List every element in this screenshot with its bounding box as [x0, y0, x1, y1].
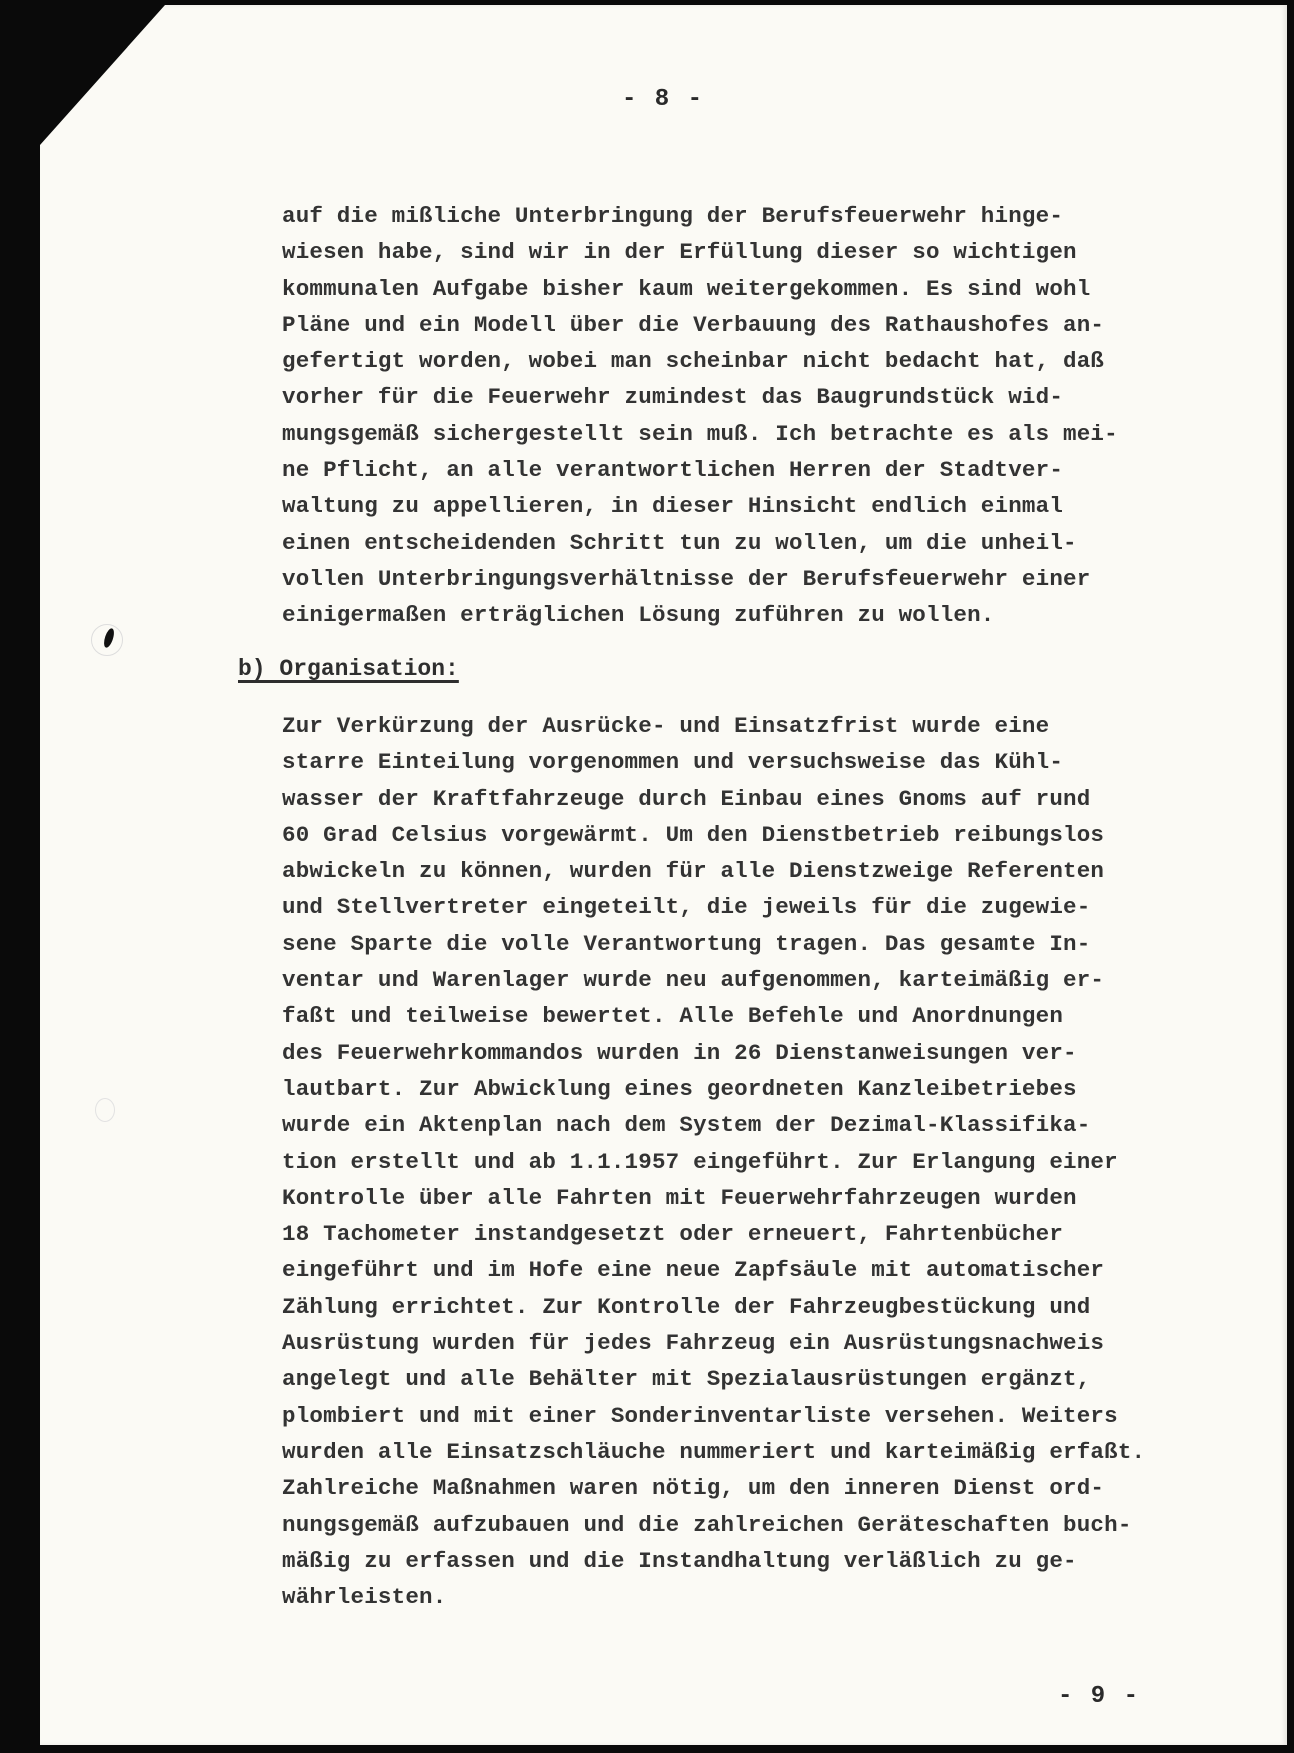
- page-number-top: - 8 -: [622, 86, 705, 113]
- intro-paragraph: [282, 198, 1242, 634]
- text-line: ne Pflicht, an alle verantwortlichen Herren der Stadtver-: [282, 457, 1064, 484]
- text-line: nungsgemäß aufzubauen und die zahlreichen Geräteschaften buch-: [282, 1511, 1132, 1538]
- text-line: vorher für die Feuerwehr zumindest das Baugrundstück wid-: [282, 384, 1064, 411]
- text-line: wasser der Kraftfahrzeuge durch Einbau eines Gnoms auf rund: [282, 785, 1091, 812]
- text-line: Kontrolle über alle Fahrten mit Feuerwehrfahrzeugen wurden: [282, 1184, 1077, 1211]
- text-line: abwickeln zu können, wurden für alle Dienstzweige Referenten: [282, 858, 1105, 885]
- text-line: Zur Verkürzung der Ausrücke- und Einsatzfrist wurde eine: [282, 713, 1050, 739]
- text-line: des Feuerwehrkommandos wurden in 26 Dienstanweisungen ver-: [282, 1039, 1077, 1066]
- page-number-bottom: - 9 -: [1058, 1683, 1141, 1710]
- text-line: Zählung errichtet. Zur Kontrolle der Fahrzeugbestückung und: [282, 1293, 1091, 1320]
- text-line: lautbart. Zur Abwicklung eines geordneten Kanzleibetriebes: [282, 1075, 1077, 1102]
- text-line: gefertigt worden, wobei man scheinbar nicht bedacht hat, daß: [282, 348, 1105, 375]
- text-line: Ausrüstung wurden für jedes Fahrzeug ein Ausrüstungsnachweis: [282, 1330, 1105, 1357]
- text-line: tion erstellt und ab 1.1.1957 eingeführt. Zur Erlangung einer: [282, 1148, 1118, 1175]
- text-line: starre Einteilung vorgenommen und versuchsweise das Kühl-: [282, 749, 1064, 776]
- text-line: mäßig zu erfassen und die Instandhaltung verläßlich zu ge-: [282, 1547, 1077, 1574]
- organisation-paragraph: [282, 708, 1242, 1615]
- text-line: mungsgemäß sichergestellt sein muß. Ich betrachte es als mei-: [282, 420, 1118, 447]
- text-line: waltung zu appellieren, in dieser Hinsicht endlich einmal: [282, 493, 1064, 520]
- text-line: 18 Tachometer instandgesetzt oder erneuert, Fahrtenbücher: [282, 1221, 1064, 1248]
- text-line: vollen Unterbringungsverhältnisse der Berufsfeuerwehr einer: [282, 565, 1091, 592]
- text-line: und Stellvertreter eingeteilt, die jeweils für die zugewie-: [282, 894, 1091, 921]
- text-line: wiesen habe, sind wir in der Erfüllung dieser so wichtigen: [282, 239, 1077, 266]
- punch-hole-ring-lower: [95, 1098, 115, 1122]
- text-line: wurde ein Aktenplan nach dem System der Dezimal-Klassifika-: [282, 1112, 1091, 1139]
- text-line: einen entscheidenden Schritt tun zu wollen, um die unheil-: [282, 529, 1077, 556]
- text-line: angelegt und alle Behälter mit Spezialausrüstungen ergänzt,: [282, 1366, 1091, 1393]
- section-heading: b) Organisation:: [238, 656, 459, 682]
- text-line: kommunalen Aufgabe bisher kaum weitergekommen. Es sind wohl: [282, 275, 1091, 302]
- text-line: ventar und Warenlager wurde neu aufgenommen, karteimäßig er-: [282, 967, 1105, 994]
- text-line: währleisten.: [282, 1584, 447, 1611]
- text-line: wurden alle Einsatzschläuche nummeriert und karteimäßig erfaßt.: [282, 1438, 1146, 1465]
- text-line: sene Sparte die volle Verantwortung tragen. Das gesamte In-: [282, 930, 1091, 957]
- text-line: eingeführt und im Hofe eine neue Zapfsäule mit automatischer: [282, 1257, 1105, 1284]
- text-line: einigermaßen erträglichen Lösung zuführen zu wollen.: [282, 602, 995, 629]
- text-line: plombiert und mit einer Sonderinventarliste versehen. Weiters: [282, 1402, 1118, 1429]
- text-line: Pläne und ein Modell über die Verbauung des Rathaushofes an-: [282, 311, 1105, 338]
- text-line: auf die mißliche Unterbringung der Berufsfeuerwehr hinge-: [282, 203, 1064, 229]
- text-line: Zahlreiche Maßnahmen waren nötig, um den inneren Dienst ord-: [282, 1475, 1105, 1502]
- text-line: 60 Grad Celsius vorgewärmt. Um den Dienstbetrieb reibungslos: [282, 821, 1105, 848]
- text-line: faßt und teilweise bewertet. Alle Befehle und Anordnungen: [282, 1003, 1064, 1030]
